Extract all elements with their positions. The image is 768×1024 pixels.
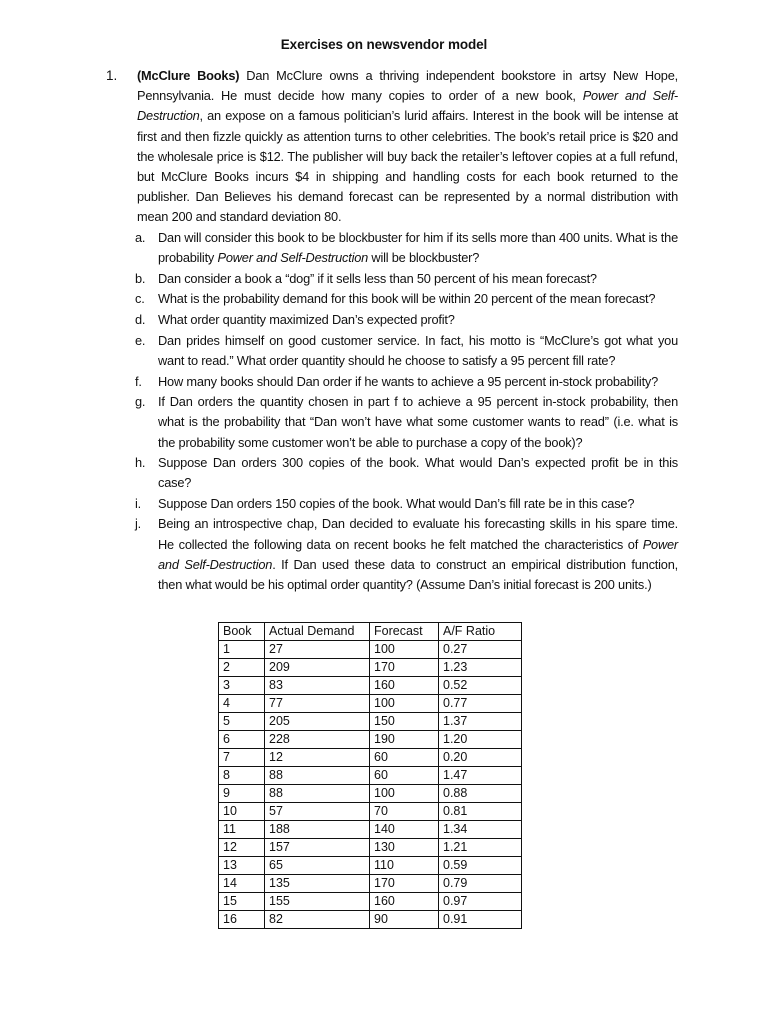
table-cell: 0.91 [439,911,522,929]
table-cell: 155 [265,893,370,911]
table-row [219,911,522,929]
table-cell: 16 [219,911,265,929]
table-cell: 65 [265,857,370,875]
table-cell: 88 [265,767,370,785]
table-cell: 170 [370,875,439,893]
part-d: d. What order quantity maximized Dan’s expected profit? [135,312,455,328]
table-cell: 190 [370,731,439,749]
table-cell: 0.52 [439,677,522,695]
table-row [219,785,522,803]
forecast-data-table [218,622,522,929]
table-cell: 0.77 [439,695,522,713]
table-row [219,875,522,893]
table-cell: 130 [370,839,439,857]
question-number: 1. [106,68,118,83]
table-row [219,749,522,767]
table-cell: 7 [219,749,265,767]
header-forecast: Forecast [370,623,439,641]
table-cell: 0.88 [439,785,522,803]
table-row [219,641,522,659]
table-cell: 100 [370,785,439,803]
table-cell: 1.34 [439,821,522,839]
question-1 [108,66,678,595]
table-cell: 82 [265,911,370,929]
book-title: Power and Self-Destruction [137,88,678,124]
part-c: c. What is the probability demand for this book will be within 20 percent of the mean forecast? [135,291,656,307]
table-cell: 0.79 [439,875,522,893]
table-cell: 170 [370,659,439,677]
part-b: b. Dan consider a book a “dog” if it sells less than 50 percent of his mean forecast? [135,271,597,287]
table-cell: 0.20 [439,749,522,767]
table-cell: 0.81 [439,803,522,821]
table-cell: 140 [370,821,439,839]
table-row [219,893,522,911]
table-cell: 1.23 [439,659,522,677]
table-cell: 209 [265,659,370,677]
intro-text-a: Dan McClure owns a thriving independent bookstore in artsy New Hope, Pennsylvania. He must decide how many copies to order of a new book, [137,68,678,104]
table-cell: 188 [265,821,370,839]
header-actual-demand: Actual Demand [265,623,370,641]
table-row [219,857,522,875]
table-cell: 160 [370,677,439,695]
table-cell: 2 [219,659,265,677]
table-cell: 10 [219,803,265,821]
table-cell: 14 [219,875,265,893]
table-cell: 88 [265,785,370,803]
table-row [219,731,522,749]
table-cell: 3 [219,677,265,695]
table-cell: 12 [265,749,370,767]
table-row [219,659,522,677]
table-cell: 11 [219,821,265,839]
table-cell: 0.59 [439,857,522,875]
table-cell: 5 [219,713,265,731]
table-row [219,695,522,713]
intro-text-b: , an expose on a famous politician’s lurid affairs. Interest in the book will be intense at first and then fizzle quickly as attention turns to other celebrities. The book’s retail price is $20 and the wholesale price is $12. The publisher will buy back the retailer’s leftover copies at a full refund, but McClure Books incurs $4 in shipping and handling costs for each book returned to the publisher. Dan Believes his demand forecast can be represented by a normal distribution with mean 200 and standard deviation 80. [137,108,678,225]
table-cell: 83 [265,677,370,695]
table-header-row [219,623,522,641]
table-row [219,821,522,839]
table-row [219,677,522,695]
table-row [219,803,522,821]
part-e: e. Dan prides himself on good customer service. In fact, his motto is “McClure’s got what you want to read.” What order quantity should he choose to satisfy a 95 percent fill rate? [135,332,678,368]
question-parts [137,228,678,596]
table-cell: 6 [219,731,265,749]
page-title: Exercises on newsvendor model [280,37,488,52]
table-row [219,713,522,731]
part-f: f. How many books should Dan order if he wants to achieve a 95 percent in-stock probability? [135,374,659,390]
table-cell: 77 [265,695,370,713]
part-j: j. Being an introspective chap, Dan decided to evaluate his forecasting skills in his spare time. He collected the following data on recent books he felt matched the characteristics of Power and Self-Destruction. If Dan used these data to construct an empirical distribution function, then what would be his optimal order quantity? (Assume Dan’s initial forecast is 200 units.) [135,516,678,593]
table-cell: 100 [370,695,439,713]
header-book: Book [219,623,265,641]
part-a: a. Dan will consider this book to be blockbuster for him if its sells more than 400 units. What is the probability Power and Self-Destruction will be blockbuster? [135,229,678,265]
table-cell: 1.47 [439,767,522,785]
table-cell: 157 [265,839,370,857]
table-row [219,767,522,785]
table-cell: 27 [265,641,370,659]
table-cell: 110 [370,857,439,875]
table-row [219,839,522,857]
table-cell: 205 [265,713,370,731]
table-cell: 0.97 [439,893,522,911]
table-cell: 9 [219,785,265,803]
table-cell: 90 [370,911,439,929]
table-cell: 1 [219,641,265,659]
part-g: g. If Dan orders the quantity chosen in part f to achieve a 95 percent in-stock probability, then what is the probability that “Dan won’t have what some customer wants to read” (i.e. what is the probability some customer won’t be able to purchase a copy of the book)? [135,394,678,450]
header-af-ratio: A/F Ratio [439,623,522,641]
table-cell: 15 [219,893,265,911]
table-cell: 100 [370,641,439,659]
table-cell: 4 [219,695,265,713]
table-cell: 57 [265,803,370,821]
table-cell: 1.37 [439,713,522,731]
part-i: i. Suppose Dan orders 150 copies of the book. What would Dan’s fill rate be in this case? [135,496,635,512]
table-cell: 60 [370,749,439,767]
table-cell: 1.20 [439,731,522,749]
table-cell: 70 [370,803,439,821]
question-heading: (McClure Books) [137,68,240,83]
table-cell: 228 [265,731,370,749]
table-cell: 150 [370,713,439,731]
table-cell: 13 [219,857,265,875]
table-cell: 12 [219,839,265,857]
table-cell: 135 [265,875,370,893]
table-cell: 1.21 [439,839,522,857]
table-cell: 160 [370,893,439,911]
table-cell: 0.27 [439,641,522,659]
part-h: h. Suppose Dan orders 300 copies of the book. What would Dan’s expected profit be in this case? [135,454,678,491]
question-intro [137,66,678,228]
table-cell: 8 [219,767,265,785]
table-cell: 60 [370,767,439,785]
